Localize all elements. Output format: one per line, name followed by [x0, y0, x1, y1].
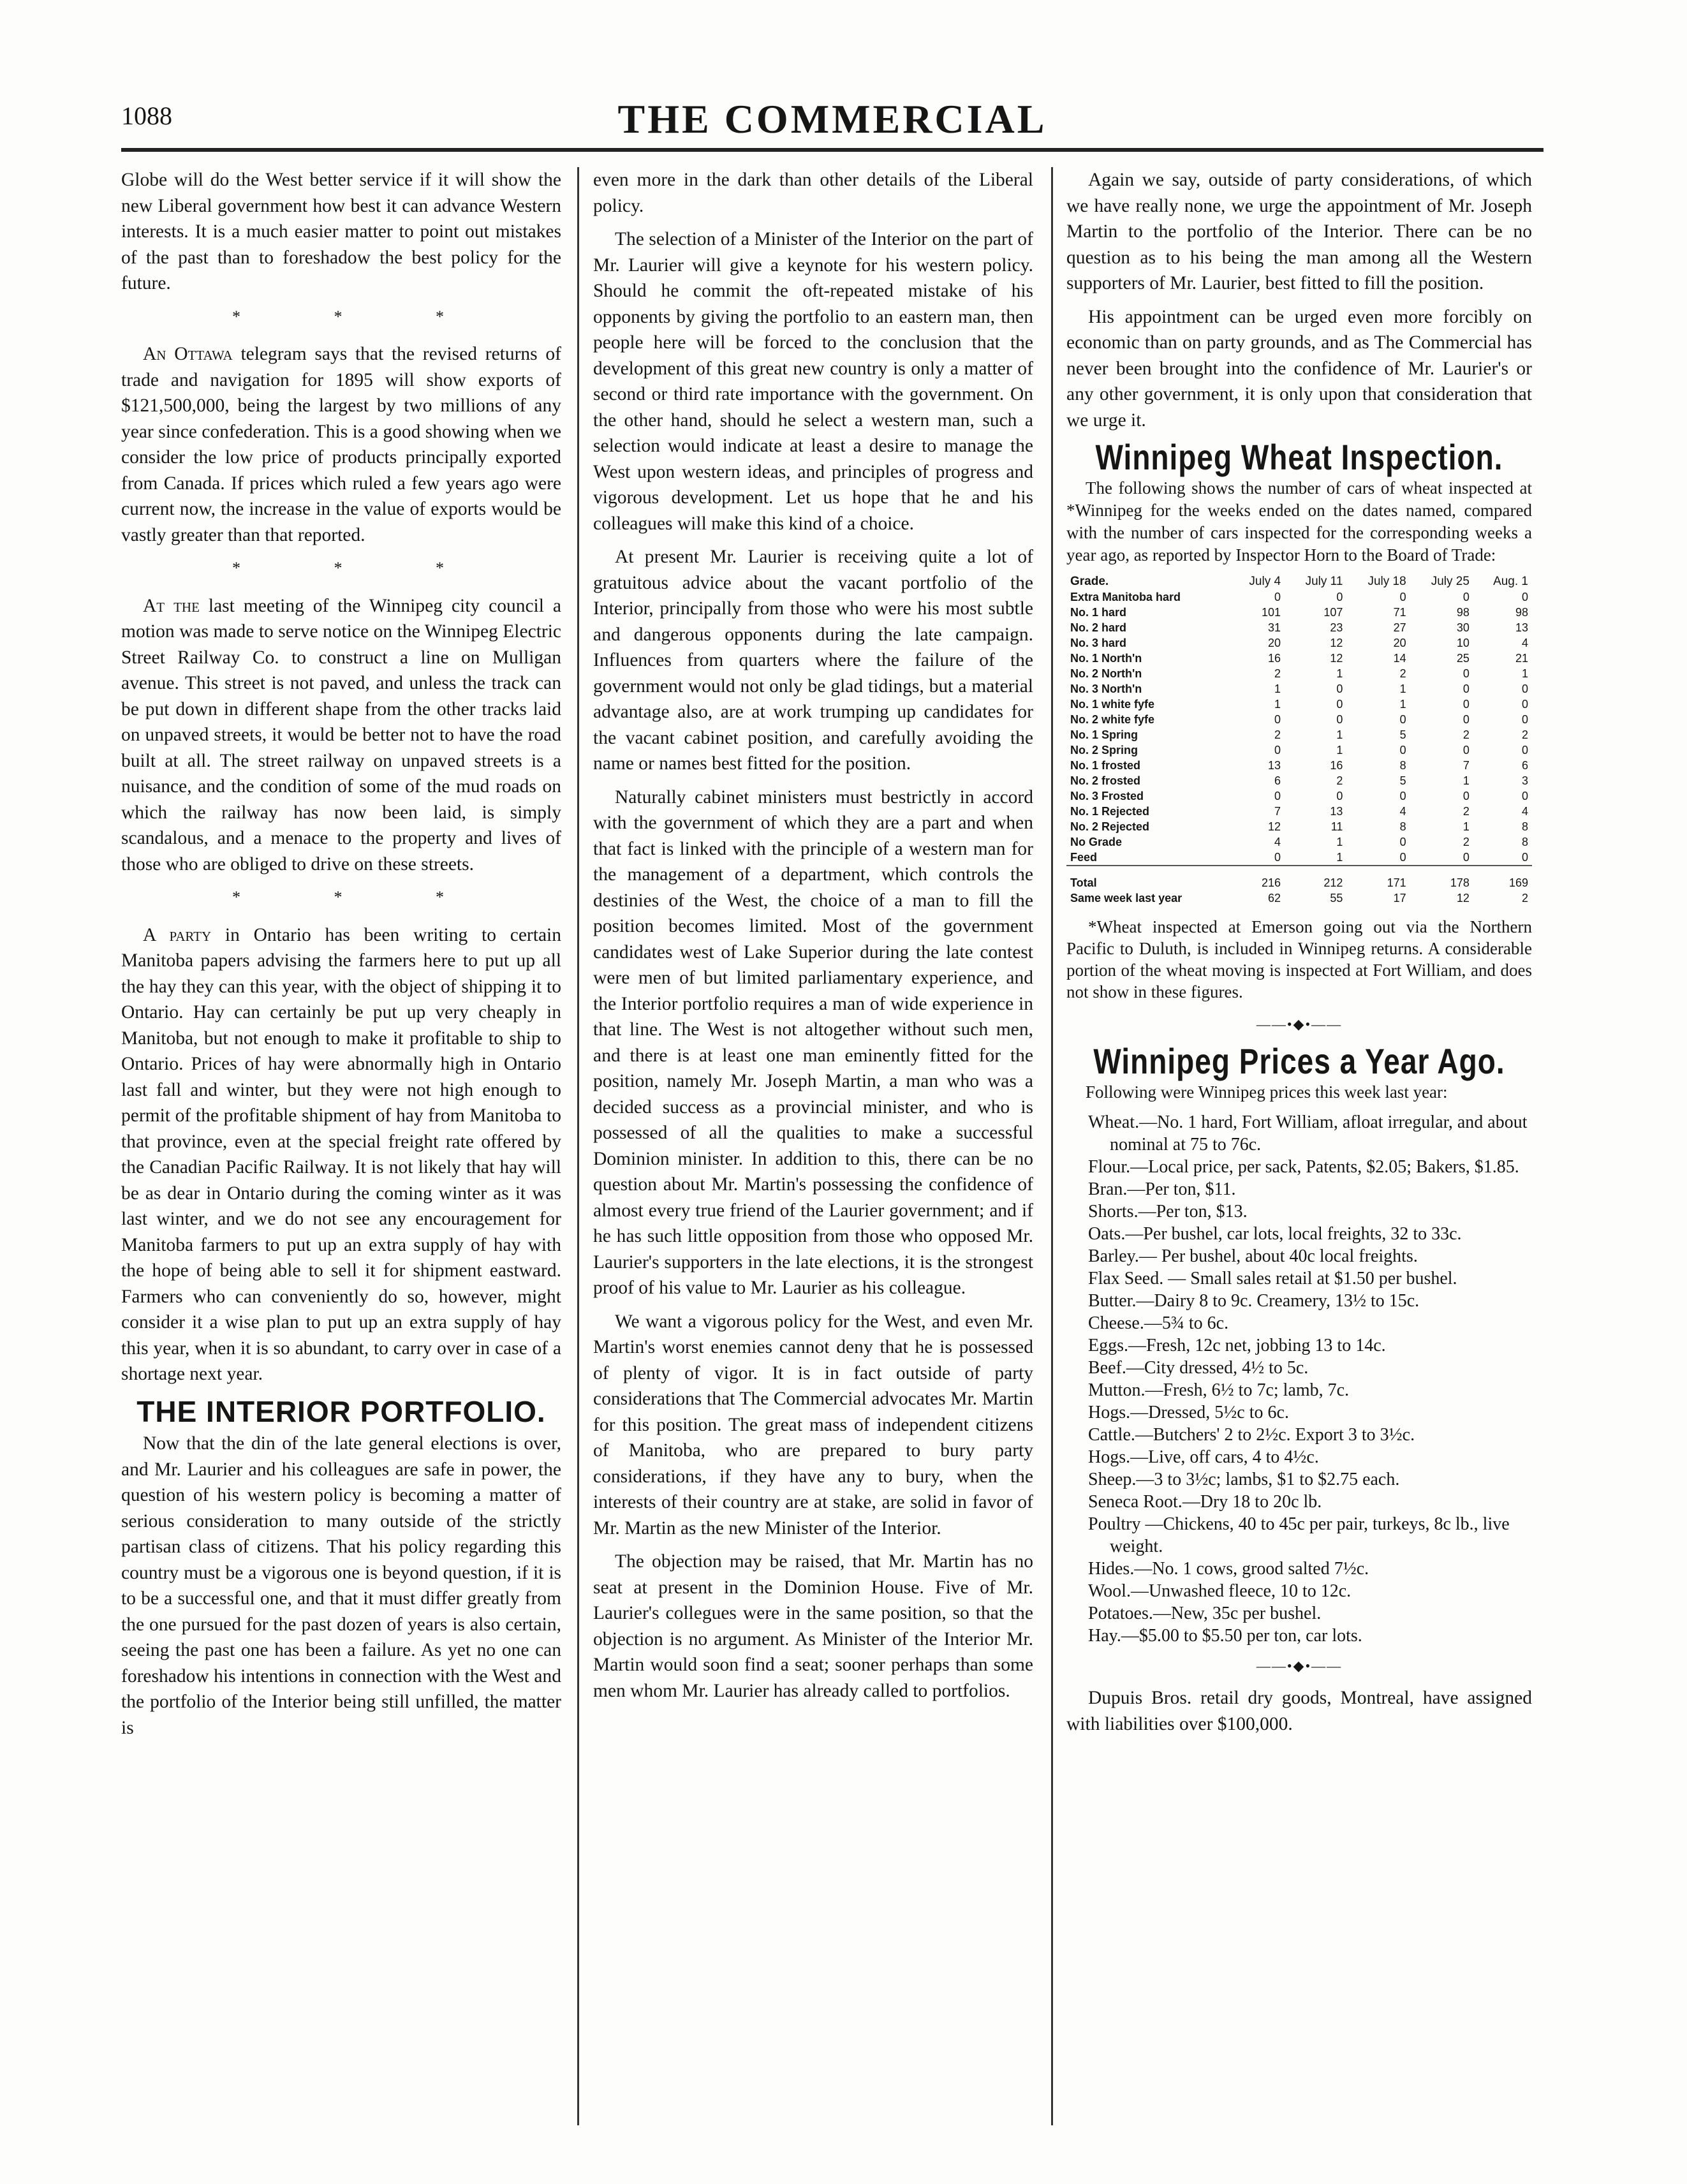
- paragraph: [121, 593, 561, 878]
- grade-cell: No. 2 frosted: [1070, 774, 1141, 787]
- count-cell: 212: [1323, 876, 1343, 889]
- count-cell: 1: [1274, 682, 1281, 695]
- grade-cell: No. 2 Rejected: [1070, 820, 1150, 833]
- paragraph-text: in Ontario has been writing to certain Manitoba papers advising the farmers here to put up all the hay they can this year, with the object of shipping it to Ontario. Hay can certainly be put up very cheaply in Manitoba, but not enough to make it profitable to ship to Ontario. Prices of hay were abnormally high in Ontario last fall and winter, but they were not high enough to permit of the profitable shipment of hay from Manitoba to that province, even at the special freight rate offered by the Canadian Pacific Railway. It is not likely that hay will be as dear in Ontario during the coming winter as it was last winter, and we do not see any encouragement for Manitoba farmers to put up an extra supply of hay with the hope of being able to sell it for shipment eastward. Farmers who can conveniently do so, however, might consider it a wise plan to put up an extra supply of hay this year, when it is so abundant, to carry over in case of a shortage next year.: [121, 924, 561, 1384]
- table-row: [1066, 681, 1532, 697]
- column-right: [1066, 167, 1532, 2132]
- count-cell: 30: [1456, 621, 1470, 634]
- count-cell: 10: [1456, 636, 1470, 649]
- count-cell: 0: [1521, 712, 1528, 726]
- table-row: [1066, 727, 1532, 742]
- count-cell: 8: [1521, 820, 1528, 833]
- count-cell: 0: [1399, 590, 1406, 603]
- count-cell: 2: [1462, 728, 1470, 741]
- count-cell: 0: [1521, 697, 1528, 711]
- paragraph: Now that the din of the late general elections is over, and Mr. Laurier and his colleagues are safe in power, the question of his western policy is becoming a matter of serious consideration to many outside of the strictly partisan class of citizens. That his policy regarding this country must be a vigorous one is beyond question, if it is to be a successful one, and that it must differ greatly from the one pursued for the past dozen of years is also certain, seeing the past one has been a failure. As yet no one can foreshadow his intentions in connection with the West and the portfolio of the Interior being still unfilled, the matter is: [121, 1433, 561, 1738]
- count-cell: 8: [1521, 835, 1528, 848]
- count-cell: 0: [1462, 789, 1470, 802]
- count-cell: 16: [1330, 758, 1343, 772]
- price-item: Seneca Root.—Dry 18 to 20c lb.: [1088, 1491, 1322, 1512]
- grade-cell: Feed: [1070, 850, 1098, 864]
- count-cell: 0: [1274, 590, 1281, 603]
- count-cell: 2: [1336, 774, 1343, 787]
- grade-cell: Same week last year: [1070, 891, 1182, 904]
- prices-intro: Following were Winnipeg prices this week last year:: [1086, 1082, 1448, 1102]
- count-cell: 2: [1521, 891, 1528, 904]
- count-cell: 5: [1399, 728, 1406, 741]
- count-cell: 0: [1521, 789, 1528, 802]
- grade-cell: No. 1 hard: [1070, 605, 1127, 619]
- column-divider: [577, 167, 579, 2125]
- grade-cell: No. 1 North'n: [1070, 651, 1142, 665]
- paragraph-text: last meeting of the Winnipeg city council a motion was made to serve notice on the Winnipeg Electric Street Railway Co. to construct a line on Mulligan avenue. This street is not paved, and unless the track can be put down in different shape from the other tracks laid on unpaved streets, it would be better not to have the road built at all. The street railway on unpaved streets is a nuisance, and the condition of some of the mud roads on which the railway has now been laid, is simply scandalous, and a menace to the property and lives of those who are obliged to drive on these streets.: [121, 595, 561, 874]
- count-cell: 1: [1462, 820, 1470, 833]
- lead-in: At the: [143, 595, 200, 616]
- count-cell: 0: [1336, 712, 1343, 726]
- price-item: Poultry —Chickens, 40 to 45c per pair, turkeys, 8c lb., live weight.: [1088, 1514, 1510, 1556]
- table-row: [1066, 620, 1532, 635]
- paragraph: [121, 922, 561, 1387]
- paragraph: Again we say, outside of party considerations, of which we have really none, we urge the appointment of Mr. Joseph Martin to the portfolio of the Interior. There can be no question as to his being the man among all the Western supporters of Mr. Laurier, best fitted to fill the position.: [1066, 170, 1532, 293]
- price-item: Eggs.—Fresh, 12c net, jobbing 13 to 14c.: [1088, 1335, 1386, 1355]
- column-header: July 25: [1431, 574, 1470, 588]
- price-item: Hogs.—Live, off cars, 4 to 4½c.: [1088, 1447, 1319, 1467]
- count-cell: 55: [1330, 891, 1343, 904]
- table-row: [1066, 850, 1532, 866]
- count-cell: 0: [1462, 682, 1470, 695]
- page-number: 1088: [121, 101, 172, 130]
- count-cell: 8: [1399, 820, 1406, 833]
- price-item: Beef.—City dressed, 4½ to 5c.: [1088, 1357, 1309, 1378]
- ornamental-divider: ——•◆•——: [1256, 1657, 1343, 1674]
- table-row: [1066, 788, 1532, 804]
- count-cell: 71: [1393, 605, 1406, 619]
- header-rule: [121, 148, 1543, 152]
- count-cell: 1: [1336, 743, 1343, 756]
- count-cell: 2: [1274, 667, 1281, 680]
- price-item: Hides.—No. 1 cows, grood salted 7½c.: [1088, 1558, 1369, 1579]
- count-cell: 0: [1521, 682, 1528, 695]
- count-cell: 0: [1336, 682, 1343, 695]
- paragraph: At present Mr. Laurier is receiving quite a lot of gratuitous advice about the vacant portfolio of the Interior, principally from those who were his most subtle and dangerous opponents during the late campaign. Influences from quarters where the failure of the government would not only be glad tidings, but a material advantage also, are at work trumping up candidates for the vacant cabinet position, and carefully avoiding the name or names best fitted for the position.: [593, 547, 1033, 774]
- table-row: [1066, 742, 1532, 758]
- count-cell: 2: [1462, 804, 1470, 818]
- count-cell: 1: [1399, 697, 1406, 711]
- table-row: [1066, 605, 1532, 620]
- paragraph: The selection of a Minister of the Interior on the part of Mr. Laurier will give a keynote for his western policy. Should he commit the oft-repeated mistake of his opponents by giving the portfolio to an eastern man, then people here will be forced to the conclusion that the development of this great new country is only a matter of second or third rate importance with the government. On the other hand, should he select a western man, such a selection would indicate at least a desire to manage the West upon western ideas, and principles of progress and vigorous development. Let us hope that he and his colleagues will make this kind of a choice.: [593, 229, 1033, 534]
- count-cell: 0: [1462, 667, 1470, 680]
- paragraph: Globe will do the West better service if it will show the new Liberal government how best it can advance Western interests. It is a much easier matter to point out mistakes of the past than to foreshadow the best policy for the future.: [121, 170, 561, 293]
- closing-notice: Dupuis Bros. retail dry goods, Montreal, have assigned with liabilities over $100,000.: [1066, 1688, 1532, 1734]
- wheat-intro: The following shows the number of cars of wheat inspected at *Winnipeg for the weeks ended on the dates named, compared with the number of cars inspected for the corresponding weeks a year ago, as reported by Inspector Horn to the Board of Trade:: [1066, 478, 1532, 564]
- column-left: [121, 167, 561, 2132]
- count-cell: 3: [1521, 774, 1528, 787]
- count-cell: 171: [1387, 876, 1406, 889]
- column-header: July 4: [1249, 574, 1281, 588]
- count-cell: 6: [1274, 774, 1281, 787]
- count-cell: 0: [1521, 850, 1528, 864]
- masthead-title: THE COMMERCIAL: [617, 96, 1047, 142]
- paragraph: [121, 341, 561, 548]
- count-cell: 0: [1399, 850, 1406, 864]
- grade-cell: No. 3 Frosted: [1070, 789, 1144, 802]
- count-cell: 13: [1268, 758, 1281, 772]
- count-cell: 0: [1274, 789, 1281, 802]
- count-cell: 0: [1399, 835, 1406, 848]
- lead-in: An Ottawa: [143, 344, 233, 364]
- paragraph: Naturally cabinet ministers must bestrictly in accord with the government of which they are a part and when that fact is linked with the principle of a western man for the management of a department, which controls the destinies of the West, the choice of a man to fill the position becomes limited. Most of the government candidates west of Lake Superior during the late contest were men of but limited parliamentary experience, and the Interior portfolio requires a man of wide experience in that line. The West is not altogether without such men, and there is at least one man eminently fitted for the position, namely Mr. Joseph Martin, a man who was a decided success as a provincial minister, and who is possessed of all the qualities to make a successful Dominion minister. In addition to this, there can be no question about Mr. Martin's possessing the confidence of almost every true friend of the Laurier government; and if he has such little opposition from those who opposed Mr. Laurier's supporters in the late elections, it is the strongest proof of his value to Mr. Laurier as his colleague.: [593, 786, 1033, 1298]
- count-cell: 107: [1323, 605, 1343, 619]
- section-separator: * * *: [232, 559, 489, 577]
- count-cell: 0: [1399, 743, 1406, 756]
- count-cell: 98: [1456, 605, 1470, 619]
- count-cell: 0: [1521, 590, 1528, 603]
- count-cell: 0: [1399, 712, 1406, 726]
- price-item: Bran.—Per ton, $11.: [1088, 1179, 1236, 1199]
- wheat-inspection-heading: Winnipeg Wheat Inspection.: [1095, 437, 1503, 478]
- page-header: [121, 96, 1543, 153]
- count-cell: 0: [1462, 712, 1470, 726]
- count-cell: 8: [1399, 758, 1406, 772]
- price-item: Cheese.—5¾ to 6c.: [1088, 1313, 1229, 1333]
- wheat-footnote: *Wheat inspected at Emerson going out via the Northern Pacific to Duluth, is included in Winnipeg returns. A considerable portion of the wheat moving is inspected at Fort William, and does not show in these figures.: [1066, 917, 1532, 1001]
- column-header: July 11: [1305, 574, 1343, 588]
- table-rule: [1066, 866, 1532, 870]
- table-row: [1066, 758, 1532, 773]
- price-item: Hay.—$5.00 to $5.50 per ton, car lots.: [1088, 1625, 1362, 1646]
- grade-cell: No. 1 white fyfe: [1070, 697, 1155, 711]
- grade-cell: No. 1 frosted: [1070, 758, 1141, 772]
- count-cell: 4: [1521, 804, 1528, 818]
- grade-cell: No. 3 North'n: [1070, 682, 1142, 695]
- count-cell: 7: [1462, 758, 1470, 772]
- table-row: [1066, 712, 1532, 727]
- grade-cell: No. 1 Rejected: [1070, 804, 1150, 818]
- count-cell: 23: [1330, 621, 1343, 634]
- count-cell: 0: [1274, 712, 1281, 726]
- count-cell: 12: [1456, 891, 1470, 904]
- price-item: Cattle.—Butchers' 2 to 2½c. Export 3 to 3½c.: [1088, 1424, 1415, 1445]
- count-cell: 1: [1336, 850, 1343, 864]
- column-header: Grade.: [1070, 574, 1109, 588]
- count-cell: 1: [1336, 667, 1343, 680]
- count-cell: 178: [1450, 876, 1470, 889]
- grade-cell: No. 3 hard: [1070, 636, 1127, 649]
- count-cell: 4: [1274, 835, 1281, 848]
- count-cell: 216: [1262, 876, 1281, 889]
- table-row: [1066, 635, 1532, 651]
- grade-cell: No. 2 white fyfe: [1070, 712, 1155, 726]
- count-cell: 2: [1274, 728, 1281, 741]
- price-item: Flour.—Local price, per sack, Patents, $2.05; Bakers, $1.85.: [1088, 1156, 1519, 1177]
- paragraph: The objection may be raised, that Mr. Martin has no seat at present in the Dominion House. Five of Mr. Laurier's collegues were in the same position, so that the objection is no argument. As Minister of the Interior Mr. Martin would soon find a seat; sooner perhaps than some men whom Mr. Laurier has already called to portfolios.: [593, 1551, 1033, 1701]
- table-row: [1066, 666, 1532, 681]
- count-cell: 12: [1330, 651, 1343, 665]
- count-cell: 2: [1462, 835, 1470, 848]
- price-item: Wool.—Unwashed fleece, 10 to 12c.: [1088, 1581, 1352, 1601]
- count-cell: 11: [1330, 820, 1343, 833]
- column-header: Aug. 1: [1493, 574, 1528, 588]
- grade-cell: No. 2 Spring: [1070, 743, 1138, 756]
- column-header: July 18: [1367, 574, 1406, 588]
- price-item: Barley.— Per bushel, about 40c local freights.: [1088, 1246, 1418, 1266]
- section-separator: * * *: [232, 307, 489, 326]
- price-item: Wheat.—No. 1 hard, Fort William, afloat irregular, and about nominal at 75 to 76c.: [1088, 1112, 1528, 1155]
- section-separator: * * *: [232, 888, 489, 906]
- grade-cell: No. 2 North'n: [1070, 667, 1142, 680]
- count-cell: 25: [1456, 651, 1470, 665]
- count-cell: 20: [1393, 636, 1406, 649]
- grade-cell: Total: [1070, 876, 1097, 889]
- table-row: [1066, 804, 1532, 819]
- count-cell: 6: [1521, 758, 1528, 772]
- count-cell: 13: [1515, 621, 1528, 634]
- table-row: [1066, 870, 1532, 890]
- wheat-inspection-table: [1066, 574, 1532, 906]
- table-row: [1066, 834, 1532, 850]
- count-cell: 4: [1399, 804, 1406, 818]
- count-cell: 12: [1330, 636, 1343, 649]
- table-row: [1066, 651, 1532, 666]
- count-cell: 0: [1336, 590, 1343, 603]
- table-row: [1066, 819, 1532, 834]
- count-cell: 2: [1399, 667, 1406, 680]
- paragraph-text: telegram says that the revised returns of trade and navigation for 1895 will show exports of $121,500,000, being the largest by two millions of any year since confederation. This is a good showing when we consider the low price of products principally exported from Canada. If prices which ruled a few years ago were current now, the increase in the value of exports would be vastly greater than that reported.: [121, 344, 561, 545]
- count-cell: 12: [1268, 820, 1281, 833]
- count-cell: 0: [1521, 743, 1528, 756]
- count-cell: 16: [1268, 651, 1281, 665]
- count-cell: 2: [1521, 728, 1528, 741]
- price-item: Butter.—Dairy 8 to 9c. Creamery, 13½ to 15c.: [1088, 1290, 1420, 1311]
- grade-cell: Extra Manitoba hard: [1070, 590, 1181, 603]
- rule-cell: [1066, 866, 1532, 870]
- count-cell: 1: [1521, 667, 1528, 680]
- table-row: [1066, 890, 1532, 906]
- lead-in: A party: [143, 924, 212, 945]
- prices-heading: Winnipeg Prices a Year Ago.: [1093, 1041, 1505, 1082]
- grade-cell: No Grade: [1070, 835, 1123, 848]
- table-row: [1066, 589, 1532, 605]
- count-cell: 0: [1399, 789, 1406, 802]
- price-item: Mutton.—Fresh, 6½ to 7c; lamb, 7c.: [1088, 1380, 1350, 1400]
- count-cell: 101: [1262, 605, 1281, 619]
- count-cell: 1: [1274, 697, 1281, 711]
- count-cell: 0: [1462, 697, 1470, 711]
- count-cell: 7: [1274, 804, 1281, 818]
- table-body: [1066, 589, 1532, 906]
- price-item: Hogs.—Dressed, 5½c to 6c.: [1088, 1402, 1289, 1422]
- column-middle: [593, 167, 1033, 2132]
- count-cell: 1: [1462, 774, 1470, 787]
- price-item: Shorts.—Per ton, $13.: [1088, 1201, 1248, 1221]
- count-cell: 169: [1508, 876, 1528, 889]
- paragraph: His appointment can be urged even more forcibly on economic than on party grounds, and as The Commercial has never been brought into the confidence of Mr. Laurier's or any other government, it is only upon that consideration that we urge it.: [1066, 306, 1532, 431]
- price-item: Sheep.—3 to 3½c; lambs, $1 to $2.75 each.: [1088, 1469, 1400, 1489]
- count-cell: 0: [1274, 850, 1281, 864]
- count-cell: 1: [1336, 728, 1343, 741]
- count-cell: 27: [1393, 621, 1406, 634]
- count-cell: 14: [1393, 651, 1406, 665]
- ornamental-divider: ——•◆•——: [1256, 1015, 1343, 1032]
- count-cell: 5: [1399, 774, 1406, 787]
- count-cell: 0: [1336, 697, 1343, 711]
- count-cell: 1: [1399, 682, 1406, 695]
- price-item: Potatoes.—New, 35c per bushel.: [1088, 1603, 1322, 1623]
- price-item: Flax Seed. — Small sales retail at $1.50 per bushel.: [1088, 1268, 1457, 1288]
- article-heading: THE INTERIOR PORTFOLIO.: [136, 1394, 546, 1428]
- grade-cell: No. 1 Spring: [1070, 728, 1138, 741]
- price-item: Oats.—Per bushel, car lots, local freights, 32 to 33c.: [1088, 1223, 1462, 1244]
- count-cell: 0: [1336, 789, 1343, 802]
- count-cell: 4: [1521, 636, 1528, 649]
- count-cell: 0: [1274, 743, 1281, 756]
- paragraph: We want a vigorous policy for the West, and even Mr. Martin's worst enemies cannot deny that he is possessed of plenty of vigor. It is in fact outside of party considerations that The Commercial advocates Mr. Martin for this position. The great mass of independent citizens of Manitoba, who are prepared to bury party considerations, if they have any to bury, when the interests of their country are at stake, are solid in favor of Mr. Martin as the new Minister of the Interior.: [593, 1311, 1033, 1538]
- table-row: [1066, 697, 1532, 712]
- count-cell: 0: [1462, 850, 1470, 864]
- count-cell: 20: [1268, 636, 1281, 649]
- count-cell: 0: [1462, 590, 1470, 603]
- paragraph: even more in the dark than other details of the Liberal policy.: [593, 170, 1033, 216]
- count-cell: 21: [1515, 651, 1528, 665]
- price-list: [1066, 1111, 1532, 1647]
- count-cell: 17: [1393, 891, 1406, 904]
- grade-cell: No. 2 hard: [1070, 621, 1127, 634]
- count-cell: 1: [1336, 835, 1343, 848]
- table-header-row: [1066, 574, 1532, 589]
- count-cell: 62: [1268, 891, 1281, 904]
- count-cell: 0: [1462, 743, 1470, 756]
- table-row: [1066, 773, 1532, 788]
- column-divider: [1051, 167, 1053, 2125]
- count-cell: 98: [1515, 605, 1528, 619]
- count-cell: 31: [1268, 621, 1281, 634]
- count-cell: 13: [1330, 804, 1343, 818]
